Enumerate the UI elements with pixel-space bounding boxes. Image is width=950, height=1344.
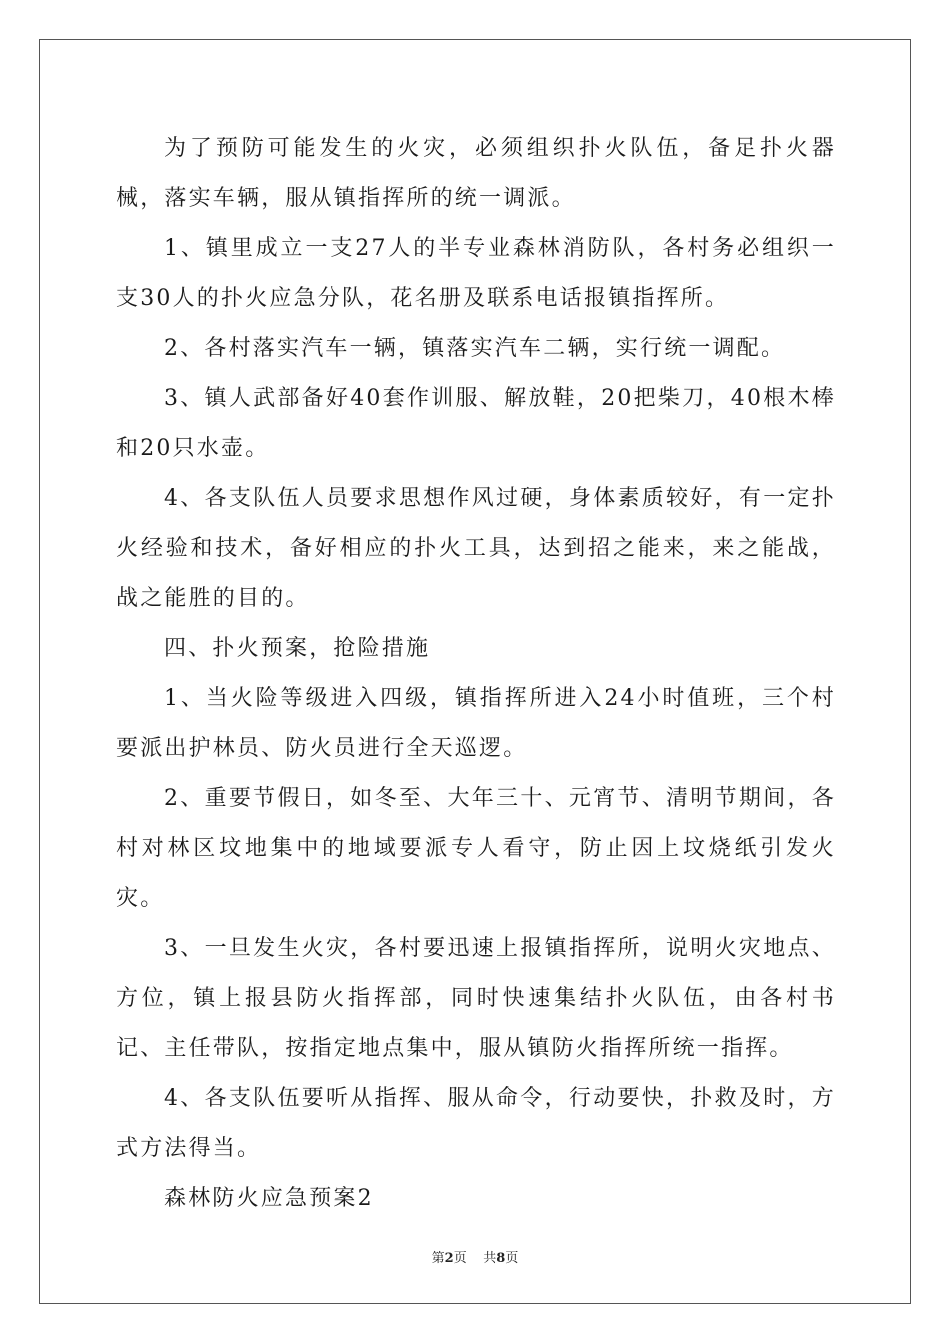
total-prefix: 共 [483,1251,497,1266]
paragraph: 1、镇里成立一支27人的半专业森林消防队，各村务必组织一支30人的扑火应急分队，花名册及联系电话报镇指挥所。 [116,236,836,311]
page-suffix: 页 [453,1251,467,1266]
next-section-title: 森林防火应急预案2 [164,1186,374,1211]
paragraph: 3、镇人武部备好40套作训服、解放鞋，20把柴刀，40根木棒和20只水壶。 [116,386,836,461]
total-pages-number: 8 [496,1251,506,1266]
paragraph: 4、各支队伍要听从指挥、服从命令，行动要快，扑救及时，方式方法得当。 [116,1086,836,1161]
paragraph: 3、一旦发生火灾，各村要迅速上报镇指挥所，说明火灾地点、方位，镇上报县防火指挥部，同时快速集结扑火队伍，由各村书记、主任带队，按指定地点集中，服从镇防火指挥所统一指挥。 [116,936,836,1061]
page-prefix: 第 [431,1251,445,1266]
paragraph: 为了预防可能发生的火灾，必须组织扑火队伍，备足扑火器械，落实车辆，服从镇指挥所的统一调派。 [116,136,836,211]
paragraph: 1、当火险等级进入四级，镇指挥所进入24小时值班，三个村要派出护林员、防火员进行全天巡逻。 [116,686,836,761]
total-suffix: 页 [505,1251,519,1266]
paragraph: 4、各支队伍人员要求思想作风过硬，身体素质较好，有一定扑火经验和技术，备好相应的扑火工具，达到招之能来，来之能战，战之能胜的目的。 [116,486,836,611]
current-page-number: 2 [444,1251,454,1266]
paragraph: 2、重要节假日，如冬至、大年三十、元宵节、清明节期间，各村对林区坟地集中的地域要派专人看守，防止因上坟烧纸引发火灾。 [116,786,836,911]
document-body [116,124,836,1224]
page-footer [0,1247,950,1266]
section-heading: 四、扑火预案，抢险措施 [164,636,431,661]
paragraph: 2、各村落实汽车一辆，镇落实汽车二辆，实行统一调配。 [164,336,786,361]
